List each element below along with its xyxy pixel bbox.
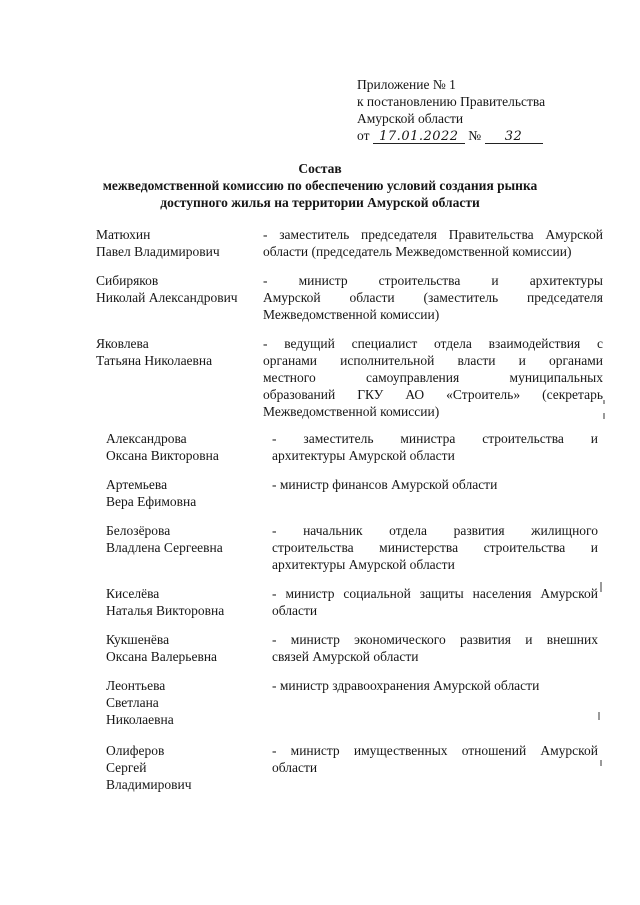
member-name: Олиферов Сергей Владимирович	[106, 743, 192, 792]
document-title	[60, 160, 580, 211]
member-name: Белозёрова Владлена Сергеевна	[106, 523, 223, 555]
member-role: - начальник отдела развития жилищного строительства министерства строительства и архитектуры Амурской области	[272, 523, 598, 572]
appendix-reference: к постановлению Правительства	[357, 94, 546, 109]
member-name: Александрова Оксана Викторовна	[106, 431, 219, 463]
member-name: Леонтьева Светлана Николаевна	[106, 678, 174, 727]
member-role: - министр экономического развития и внешних связей Амурской области	[272, 632, 598, 664]
scan-mark	[603, 400, 605, 404]
member-role: - министр имущественных отношений Амурской области	[272, 743, 598, 775]
handwritten-number: 32	[485, 128, 543, 144]
appendix-date-line	[357, 127, 545, 144]
member-role: - министр здравоохранения Амурской области	[272, 678, 540, 693]
appendix-title: Приложение № 1	[357, 77, 456, 92]
appendix-region: Амурской области	[357, 111, 464, 126]
scan-mark	[600, 582, 602, 592]
number-label: №	[468, 128, 482, 143]
member-name: Артемьева Вера Ефимовна	[106, 477, 197, 509]
member-name: Яковлева Татьяна Николаевна	[96, 336, 213, 368]
member-role: - заместитель министра строительства и архитектуры Амурской области	[272, 431, 598, 463]
member-role: - заместитель председателя Правительства Амурской области (председатель Межведомственной комиссии)	[263, 227, 603, 259]
title-heading: Состав	[298, 161, 342, 176]
member-name: Сибиряков Николай Александрович	[96, 273, 238, 305]
scan-mark	[600, 760, 602, 766]
scan-mark	[598, 712, 600, 720]
member-name: Матюхин Павел Владимирович	[96, 227, 220, 259]
member-name: Кукшенёва Оксана Валерьевна	[106, 632, 218, 664]
member-role: - министр финансов Амурской области	[272, 477, 498, 492]
scan-mark	[603, 413, 605, 419]
title-line-2: межведомственной комиссию по обеспечению условий создания рынка	[102, 178, 538, 193]
from-label: от	[357, 128, 370, 143]
member-name: Киселёва Наталья Викторовна	[106, 586, 225, 618]
appendix-header	[357, 76, 545, 144]
member-role: - министр строительства и архитектуры Амурской области (заместитель председателя Межведомственной комиссии)	[263, 273, 603, 322]
member-role: - ведущий специалист отдела взаимодействия с органами исполнительной власти и органами местного самоуправления муниципальных образований ГКУ АО «Строитель» (секретарь Межведомственной комиссии)	[263, 336, 603, 419]
handwritten-date: 17.01.2022	[373, 128, 465, 144]
title-line-3: доступного жилья на территории Амурской области	[160, 195, 480, 210]
member-role: - министр социальной защиты населения Амурской области	[272, 586, 598, 618]
